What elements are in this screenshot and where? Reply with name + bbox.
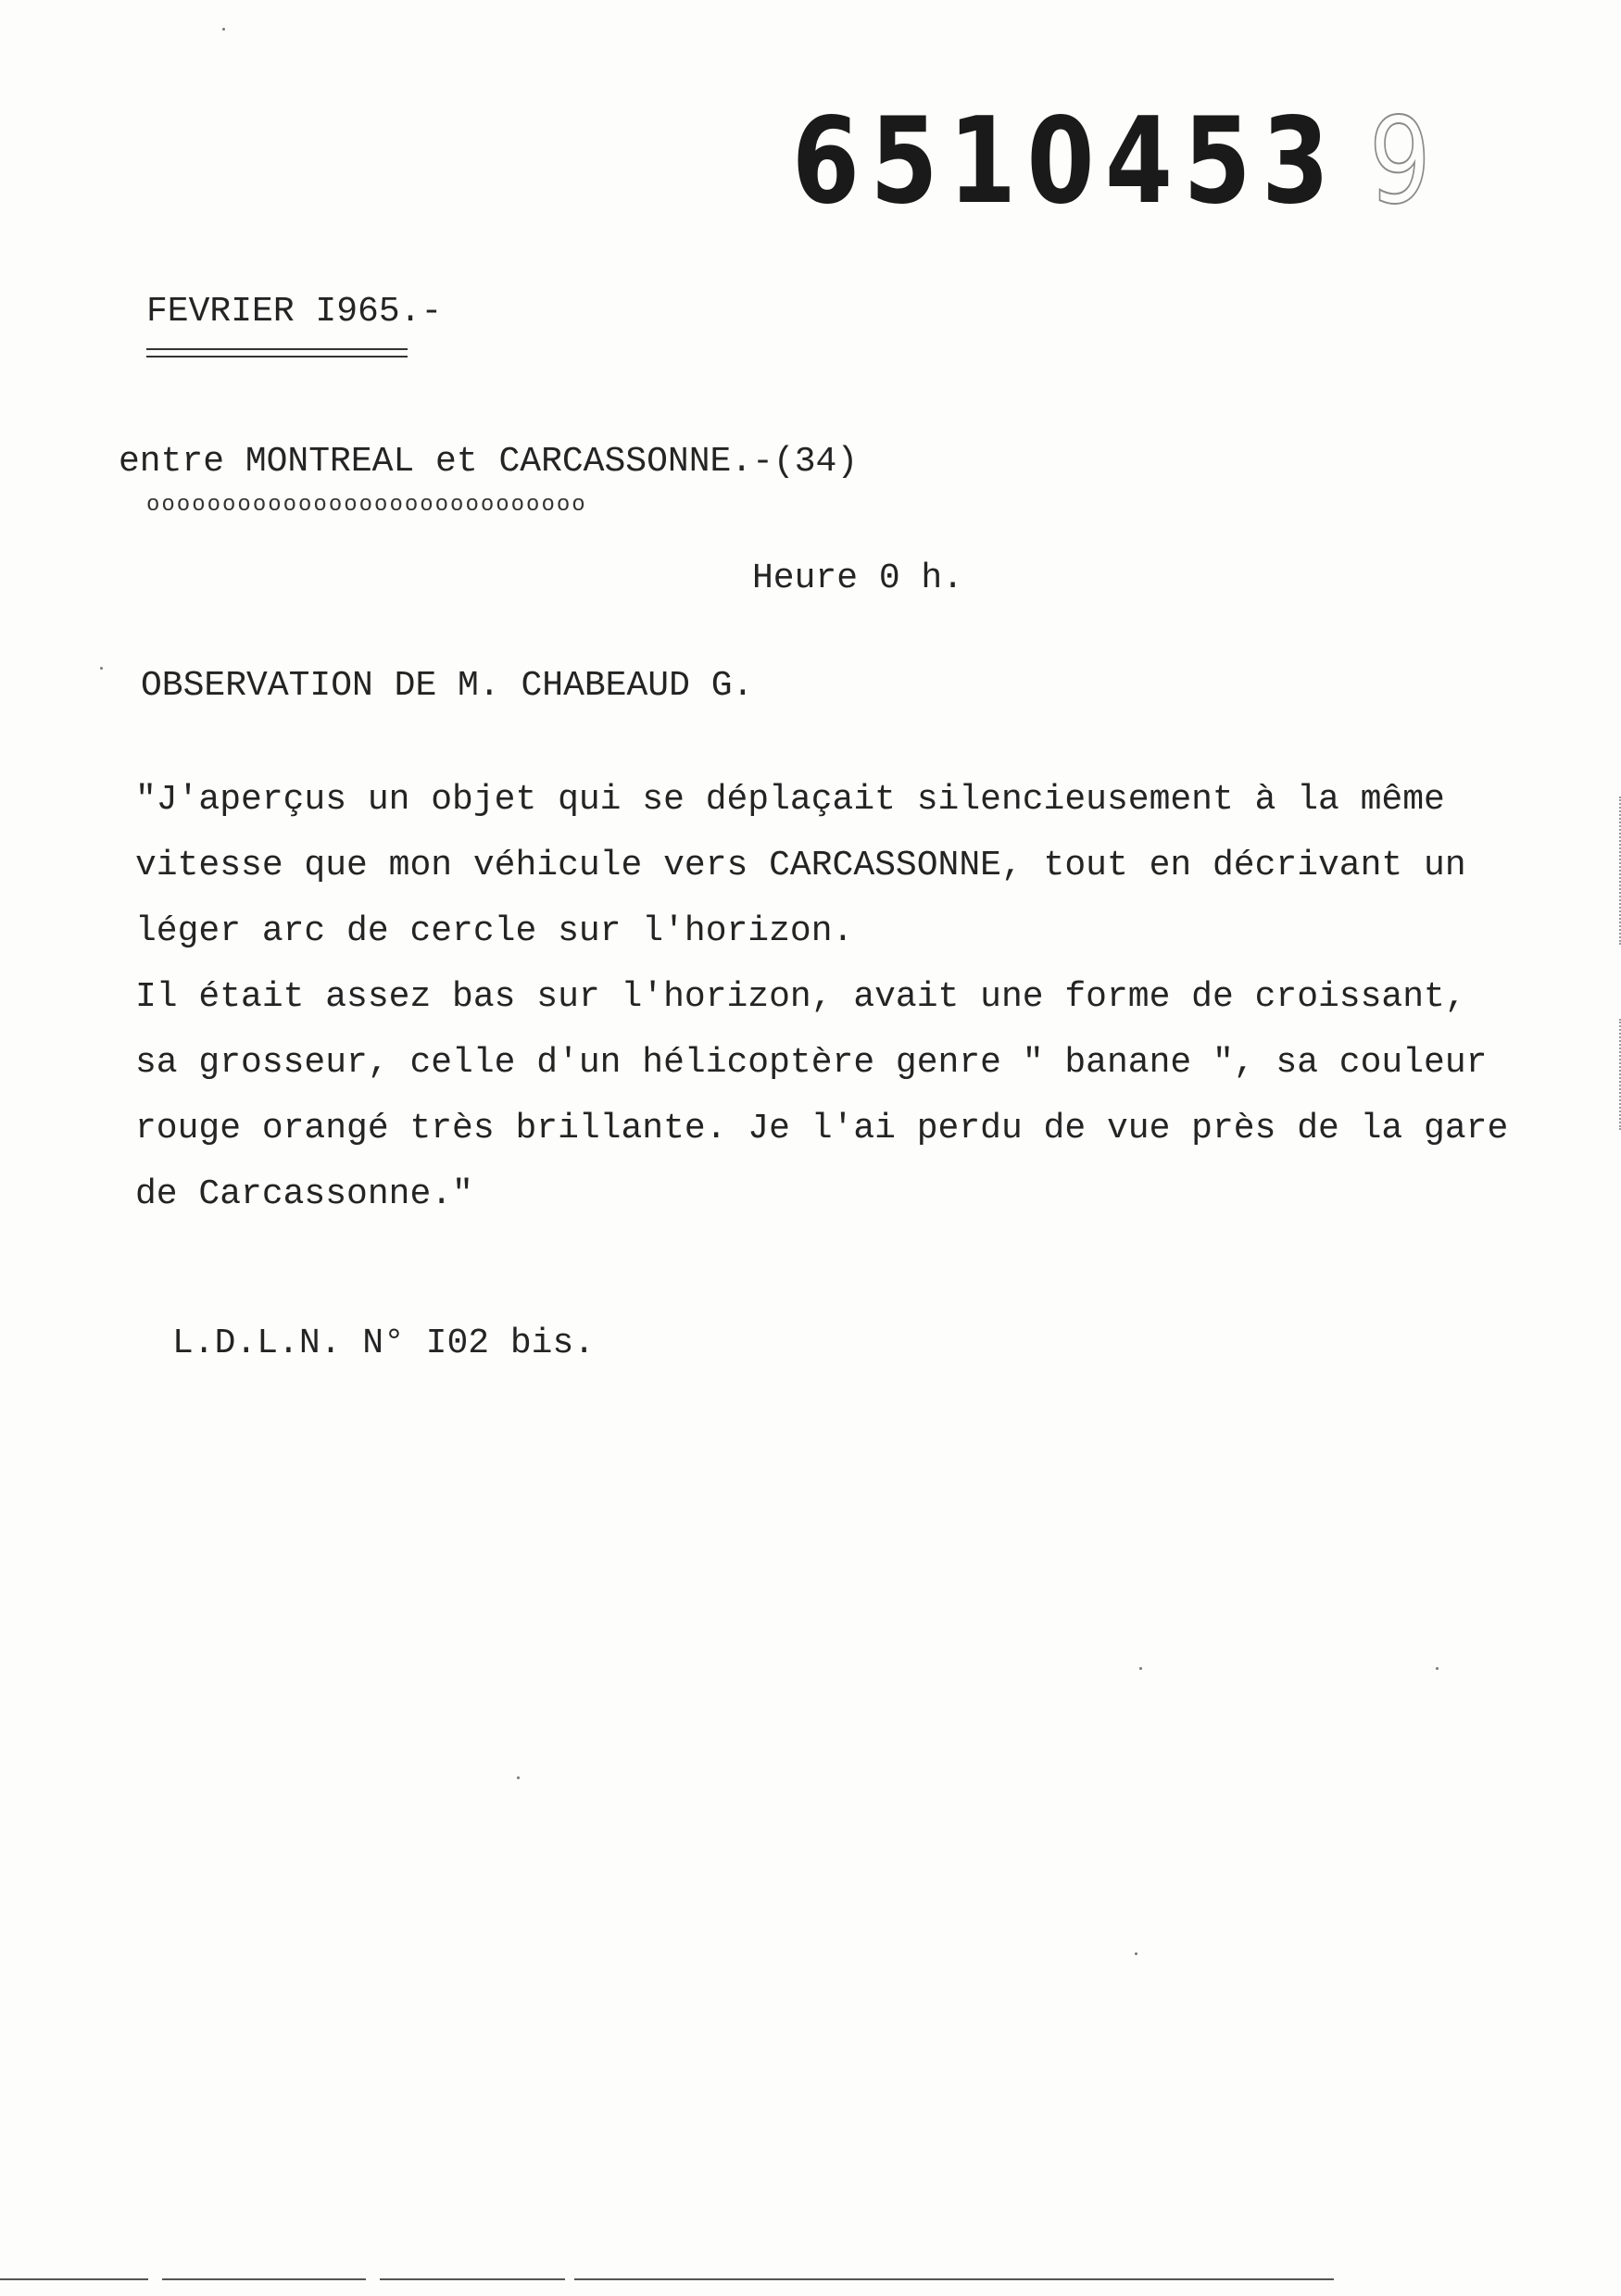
testimony-line: vitesse que mon véhicule vers CARCASSONNE, tout en décrivant un xyxy=(135,846,1466,885)
scan-speck xyxy=(1436,1667,1439,1670)
testimony-line: sa grosseur, celle d'un hélicoptère genre " banane ", sa couleur xyxy=(135,1043,1488,1083)
scan-bottom-edge xyxy=(574,2278,1334,2280)
source-reference: L.D.L.N. N° I02 bis. xyxy=(172,1324,596,1363)
observation-hour: Heure 0 h. xyxy=(752,558,964,598)
archive-number-stamp: 6510453 xyxy=(792,93,1340,231)
testimony-line: Il était assez bas sur l'horizon, avait une forme de croissant, xyxy=(135,977,1466,1017)
testimony-line: rouge orangé très brillante. Je l'ai perdu de vue près de la gare xyxy=(135,1109,1509,1148)
document-date: FEVRIER I965.- xyxy=(146,292,443,332)
scan-bottom-edge xyxy=(0,2278,148,2280)
scan-speck xyxy=(100,667,103,670)
scan-speck xyxy=(222,28,225,31)
testimony-line: "J'aperçus un objet qui se déplaçait silencieusement à la même xyxy=(135,780,1445,820)
scan-speck xyxy=(1139,1667,1142,1670)
scan-edge-mark xyxy=(1614,1019,1621,1130)
archive-number-stamp-suffix: 9 xyxy=(1369,93,1431,231)
scan-speck xyxy=(517,1776,520,1779)
location-line: entre MONTREAL et CARCASSONNE.-(34) xyxy=(119,442,859,482)
date-underline xyxy=(146,348,408,350)
scan-bottom-edge xyxy=(380,2278,565,2280)
decorative-circle-row: ooooooooooooooooooooooooooooo xyxy=(146,493,587,518)
testimony-body xyxy=(135,767,1562,1227)
testimony-line: léger arc de cercle sur l'horizon. xyxy=(135,911,854,951)
date-underline-double xyxy=(146,356,408,358)
scan-bottom-edge xyxy=(162,2278,366,2280)
observation-heading: OBSERVATION DE M. CHABEAUD G. xyxy=(141,666,754,706)
scan-edge-mark xyxy=(1614,797,1621,945)
testimony-line: de Carcassonne." xyxy=(135,1174,473,1214)
scan-speck xyxy=(1135,1952,1137,1955)
